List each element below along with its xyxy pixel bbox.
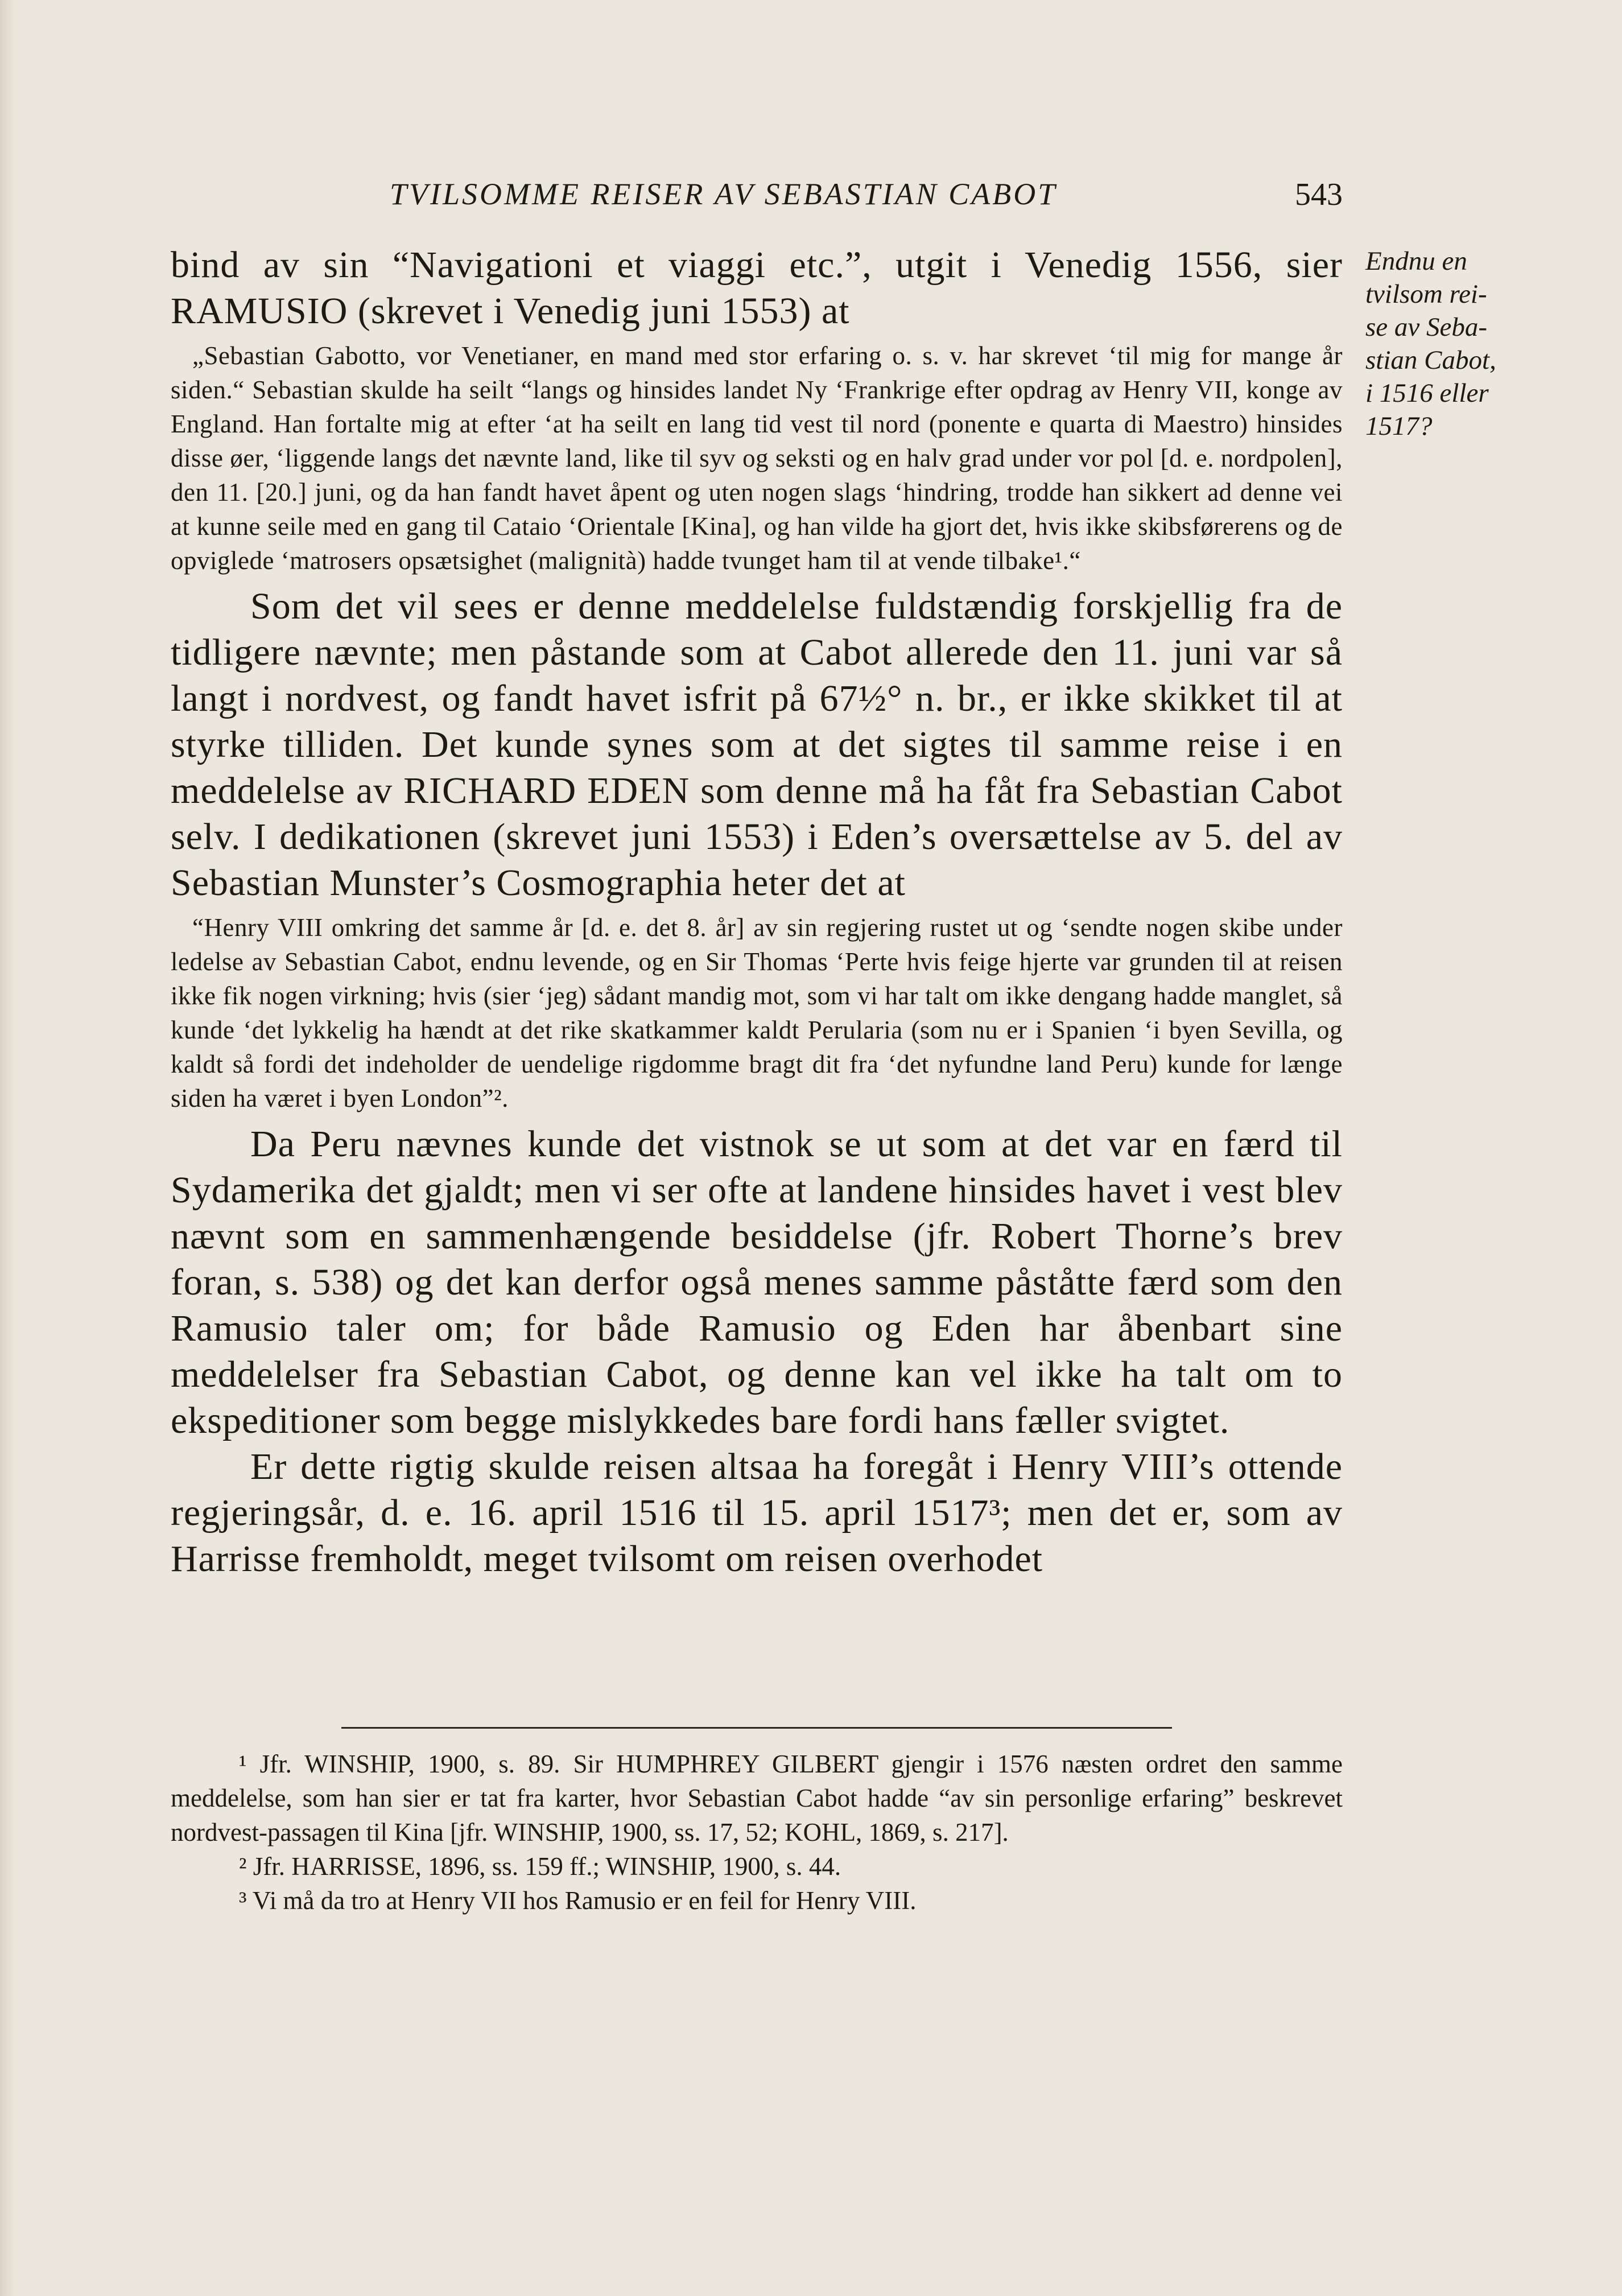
- footnote-divider: [341, 1727, 1172, 1729]
- page-edge: [0, 0, 15, 2296]
- paragraph-3: Da Peru nævnes kunde det vistnok se ut som at det var en færd til Sydamerika det gjaldt; men vi ser ofte at landene hinsides havet i vest blev nævnt som en sammenhængende besiddelse (jfr. Robert Thorne’s brev foran, s. 538) og det kan derfor også menes samme påståtte færd som den Ramusio taler om; for både Ramusio og Eden har åbenbart sine meddelelser fra Sebastian Cabot, og denne kan vel ikke ha talt om to ekspeditioner som begge mislykkedes bare fordi hans fæller svigtet.: [171, 1123, 1343, 1441]
- footnote-2: ² Jfr. HARRISSE, 1896, ss. 159 ff.; WINSHIP, 1900, s. 44.: [239, 1852, 841, 1881]
- paragraph-1: bind av sin “Navigationi et viaggi etc.”, utgit i Venedig 1556, sier RAMUSIO (skrevet i Venedig juni 1553) at: [171, 244, 1343, 332]
- quote-text: „Sebastian Gabotto, vor Venetianer, en mand med stor erfaring o. s. v. har skrevet ‘til mig for mange år siden.“ Sebastian skulde ha seilt “langs og hinsides landet Ny ‘Frankrige efter opdrag av Henry VII, konge av England. Han fortalte mig at efter ‘at ha seilt en lang tid vest til nord (ponente e quarta di Maestro) hinsides disse øer, ‘liggende langs det nævnte land, like til syv og seksti og en halv grad under vor pol [d. e. nordpolen], den 11. [20.] juni, og da han fandt havet åpent og uten nogen slags ‘hindring, trodde han sikkert ad denne vei at kunne seile med en gang til Cataio ‘Orientale [Kina], og han vilde ha gjort det, hvis ikke skibsførerens og de opviglede ‘matrosers opsætsighet (malignità) hadde tvunget ham til at vende tilbake¹.“: [171, 341, 1343, 575]
- margin-note-line: 1517?: [1365, 411, 1433, 441]
- margin-note-line: se av Seba-: [1365, 312, 1488, 342]
- running-head: TVILSOMME REISER AV SEBASTIAN CABOT: [390, 177, 1058, 211]
- paragraph-2: Som det vil sees er denne meddelelse fuldstændig forskjellig fra de tidligere nævnte; men påstande som at Cabot allerede den 11. juni var så langt i nordvest, og fandt havet isfrit på 67½° n. br., er ikke skikket til at styrke tilliden. Det kunde synes som at det sigtes til samme reise i en meddelelse av RICHARD EDEN som denne må ha fåt fra Sebastian Cabot selv. I dedikationen (skrevet juni 1553) i Eden’s oversættelse av 5. del av Sebastian Munster’s Cosmographia heter det at: [171, 586, 1343, 904]
- margin-note-line: tvilsom rei-: [1365, 279, 1487, 309]
- footnote-1: ¹ Jfr. WINSHIP, 1900, s. 89. Sir HUMPHREY GILBERT gjengir i 1576 næsten ordret den samme meddelelse, som han sier er tat fra karter, hvor Sebastian Cabot hadde “av sin personlige erfaring” beskrevet nordvest-passagen til Kina [jfr. WINSHIP, 1900, ss. 17, 52; KOHL, 1869, s. 217].: [171, 1750, 1343, 1846]
- block-quote-ramusio: [171, 339, 1343, 578]
- quote-text: “Henry VIII omkring det samme år [d. e. det 8. år] av sin regjering rustet ut og ‘sendte nogen skibe under ledelse av Sebastian Cabot, endnu levende, og en Sir Thomas ‘Perte hvis feige hjerte var grunden til at reisen ikke fik nogen virkning; hvis (sier ‘jeg) sådant mandig mot, som vi har talt om ikke dengang hadde manglet, så kunde ‘det lykkelig ha hændt at det rike skatkammer kaldt Perularia (som nu er i Spanien ‘i byen Sevilla, og kaldt så fordi det indeholder de uendelige rigdomme bragt dit fra ‘det nyfundne land Peru) kunde for længe siden ha været i byen London”².: [171, 913, 1343, 1112]
- margin-note: [1365, 245, 1582, 443]
- margin-note-line: i 1516 eller: [1365, 378, 1489, 408]
- paragraph-4: Er dette rigtig skulde reisen altsaa ha foregåt i Henry VIII’s ottende regjeringsår, d. e. 16. april 1516 til 15. april 1517³; men det er, som av Harrisse fremholdt, meget tvilsomt om reisen overhodet: [171, 1446, 1343, 1580]
- footnote-3: ³ Vi må da tro at Henry VII hos Ramusio er en feil for Henry VIII.: [239, 1886, 917, 1915]
- page-body: [171, 242, 1343, 1582]
- footnotes: [171, 1747, 1343, 1918]
- page-number: 543: [1295, 177, 1343, 212]
- margin-note-line: Endnu en: [1365, 246, 1467, 276]
- page-header: [171, 171, 1343, 222]
- margin-note-line: stian Cabot,: [1365, 345, 1496, 375]
- block-quote-eden: [171, 910, 1343, 1115]
